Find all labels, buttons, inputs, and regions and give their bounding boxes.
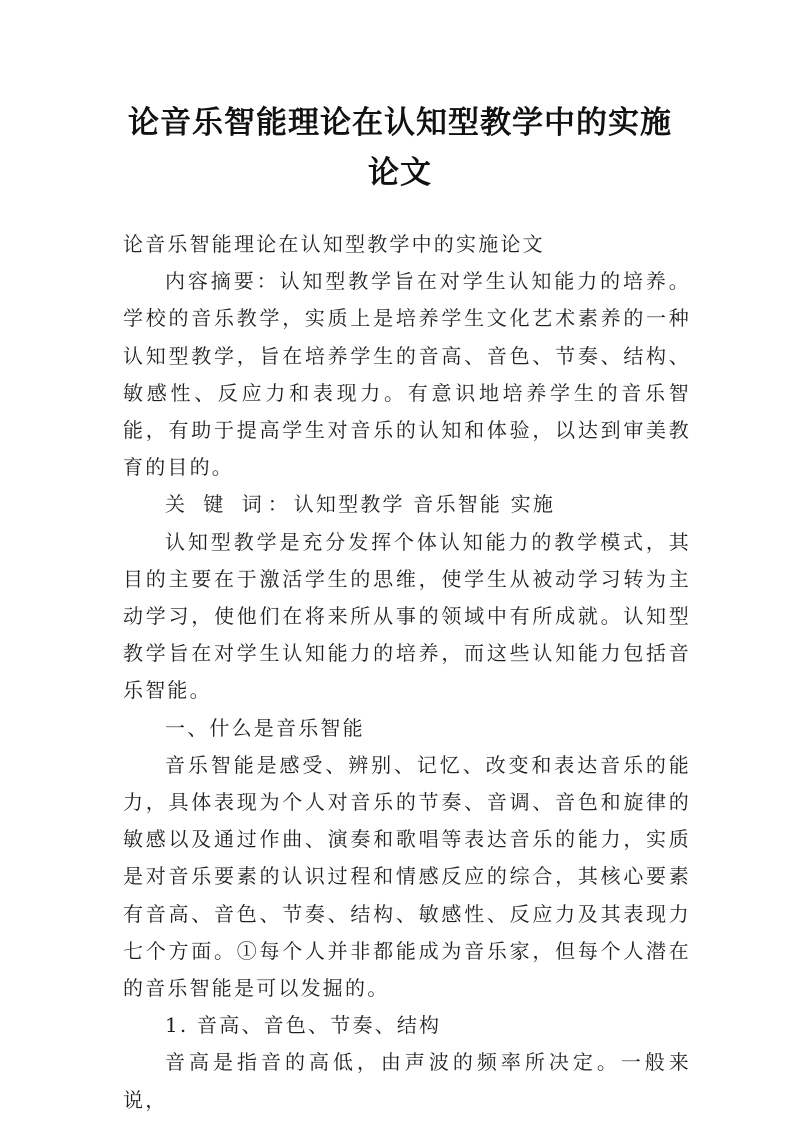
intro-paragraph: 认知型教学是充分发挥个体认知能力的教学模式，其目的主要在于激活学生的思维，使学生从被动学习转为主动学习，使他们在将来所从事的领域中有所成就。认知型教学旨在对学生认知能力的培养，而这些认知能力包括音乐智能。 xyxy=(123,529,691,703)
subsection-1-heading: 1. 音高、音色、节奏、结构 xyxy=(165,1013,442,1038)
title-repeat-line: 论音乐智能理论在认知型教学中的实施论文 xyxy=(123,232,545,256)
subsection-1-paragraph: 音高是指音的高低，由声波的频率所决定。一般来说， xyxy=(123,1050,691,1112)
document-title: 论音乐智能理论在认知型教学中的实施论文 xyxy=(128,105,672,191)
keywords-line xyxy=(123,486,691,523)
keywords-value: 认知型教学 音乐智能 实施 xyxy=(293,492,556,517)
keywords-label: 关 键 词： xyxy=(165,492,294,517)
section-1-paragraph: 音乐智能是感受、辨别、记忆、改变和表达音乐的能力，具体表现为个人对音乐的节奏、音调、音色和旋律的敏感以及通过作曲、演奏和歌唱等表达音乐的能力，实质是对音乐要素的认识过程和情感反应的综合，其核心要素有音高、音色、节奏、结构、敏感性、反应力及其表现力七个方面。①每个人并非都能成为音乐家，但每个人潜在的音乐智能是可以发掘的。 xyxy=(123,752,691,1001)
section-1-heading: 一、什么是音乐智能 xyxy=(165,715,365,740)
document-body xyxy=(123,226,691,1119)
abstract-paragraph: 内容摘要：认知型教学旨在对学生认知能力的培养。学校的音乐教学，实质上是培养学生文化艺术素养的一种认知型教学，旨在培养学生的音高、音色、节奏、结构、敏感性、反应力和表现力。有意识地培养学生的音乐智能，有助于提高学生对音乐的认知和体验，以达到审美教育的目的。 xyxy=(123,269,691,480)
